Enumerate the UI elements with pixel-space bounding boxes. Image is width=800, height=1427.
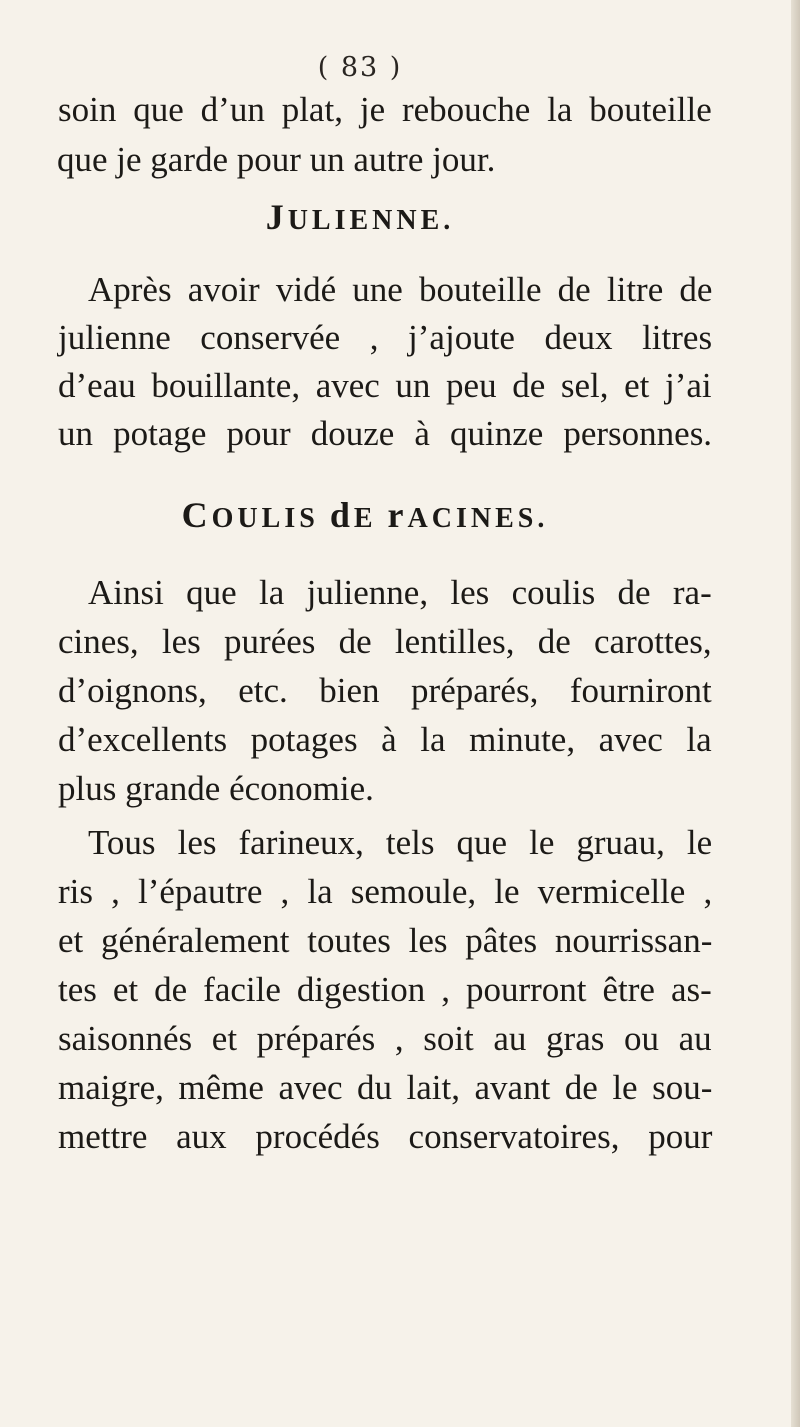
text-line: que je garde pour un autre jour.: [57, 140, 496, 179]
text-line: mettre aux procédés conservatoires, pour: [58, 1117, 713, 1156]
text-line: et généralement toutes les pâtes nourrissan-: [58, 921, 713, 960]
text-line: d’eau bouillante, avec un peu de sel, et j’ai: [58, 366, 712, 405]
text-line: d’oignons, etc. bien préparés, fourniront: [58, 671, 712, 710]
text-line: Tous les farineux, tels que le gruau, le: [88, 823, 713, 862]
text-line: Ainsi que la julienne, les coulis de ra-: [88, 573, 712, 612]
text-line: cines, les purées de lentilles, de carottes,: [58, 622, 712, 661]
text-line: tes et de facile digestion , pourront être as-: [58, 970, 712, 1009]
text-line: maigre, même avec du lait, avant de le sou-: [58, 1068, 713, 1107]
text-line: d’excellents potages à la minute, avec la: [58, 720, 712, 759]
text-line: soin que d’un plat, je rebouche la bouteille: [58, 90, 712, 129]
text-line: saisonnés et préparés , soit au gras ou au: [58, 1019, 712, 1058]
page-number: ( 83 ): [317, 52, 403, 83]
text-line: ris , l’épautre , la semoule, le vermicelle ,: [58, 872, 713, 911]
text-line: plus grande économie.: [58, 769, 374, 808]
heading-coulis-de-racines: COULIS dE rACINES.: [181, 495, 549, 535]
text-line: julienne conservée , j’ajoute deux litres: [58, 318, 713, 357]
heading-julienne: JULIENNE.: [265, 197, 455, 237]
text-line: Après avoir vidé une bouteille de litre de: [88, 270, 713, 309]
page-edge: [791, 0, 800, 1427]
text-line: un potage pour douze à quinze personnes.: [58, 414, 713, 453]
